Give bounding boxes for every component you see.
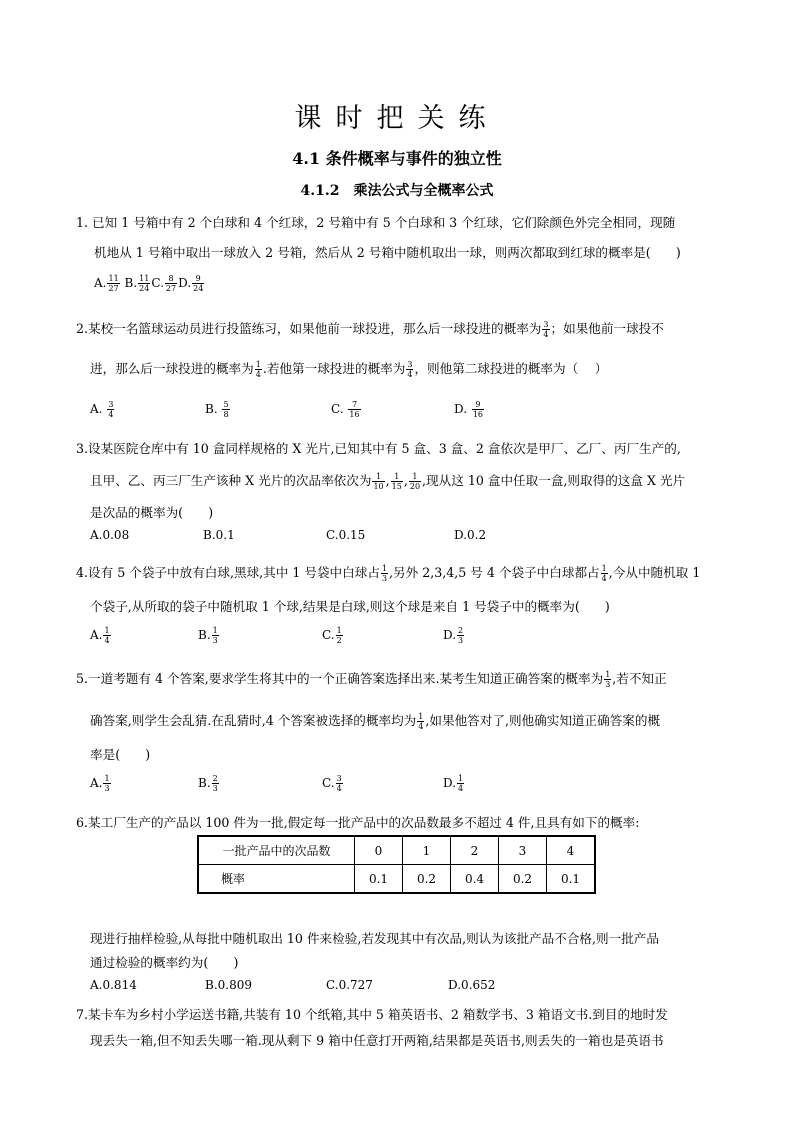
table-cell: 0.1 [547, 865, 596, 894]
q1-line2: 机地从 1 号箱中取出一球放入 2 号箱，然后从 2 号箱中随机取出一球，则两次都取到红球的概率是( ) [94, 245, 681, 260]
q4-line2: 个袋子,从所取的袋子中随机取 1 个球,结果是白球,则这个球是来自 1 号袋子中的概率为( ) [90, 599, 610, 614]
table-cell: 0 [355, 836, 403, 865]
q4-option-a: A. $\frac{1}{4}$ [90, 626, 110, 645]
table-cell: 0.2 [499, 865, 547, 894]
fraction: $\frac{11}{27}$ [108, 274, 119, 293]
q7-line1: 7.某卡车为乡村小学运送书籍,共装有 10 个纸箱,其中 5 箱英语书、2 箱数学书、3 箱语文书.到目的地时发 [76, 1007, 668, 1022]
q5-line1: 5.一道考题有 4 个答案,要求学生将其中的一个正确答案选择出来.某考生知道正确答案的概率为 $\frac{1}{3}$ ,若不知正 [76, 670, 667, 689]
q2-line2: 进，那么后一球投进的概率为 $\frac{1}{4}$ .若他第一球投进的概率为 $\frac{3}{4}$ ，则他第二球投进的概率为（ ） [90, 360, 608, 379]
q5-option-a: A. $\frac{1}{3}$ [90, 774, 110, 793]
fraction: $\frac{3}{4}$ [543, 320, 549, 339]
fraction: $\frac{8}{27}$ [165, 274, 177, 293]
q4-line1: 4.设有 5 个袋子中放有白球,黑球,其中 1 号袋中白球占 $\frac{1}{3}$ ,另外 2,3,4,5 号 4 个袋子中白球都占 $\frac{1}{4}$ ,今从中随机取 1 [76, 564, 701, 583]
subsection-heading: 4.1.2 乘法公式与全概率公式 [300, 183, 494, 199]
page-title: 课时把关练 [294, 103, 500, 134]
q6-line3: 通过检验的概率约为( ) [90, 955, 239, 970]
q5-option-c: C. $\frac{3}{4}$ [322, 774, 342, 793]
q1-option-d: D. [178, 276, 192, 290]
table-row [198, 836, 595, 865]
section-heading: 4.1 条件概率与事件的独立性 [292, 149, 502, 168]
q1-option-b: B. [124, 276, 138, 290]
q6-line1: 6.某工厂生产的产品以 100 件为一批,假定每一批产品中的次品数最多不超过 4 件,且具有如下的概率: [76, 815, 640, 830]
q3-line2: 且甲、乙、丙三厂生产该种 X 光片的次品率依次为 $\frac{1}{10}$ , $\frac{1}{15}$ , $\frac{1}{20}$ ,现从这 10 盒中任取一盒,则取得的这盒 X 光片 [90, 472, 686, 491]
q1-option-c: C. [151, 276, 164, 290]
q4-option-b: B. $\frac{1}{3}$ [198, 626, 218, 645]
q1-line1: 1. 已知 1 号箱中有 2 个白球和 4 个红球，2 号箱中有 5 个白球和 3 个红球，它们除颜色外完全相同，现随 [76, 215, 676, 230]
q2-line1: 2.某校一名篮球运动员进行投篮练习，如果他前一球投进，那么后一球投进的概率为 $\frac{3}{4}$ ；如果他前一球投不 [76, 320, 664, 339]
q2-option-b: B. $\frac{5}{8}$ [205, 400, 229, 419]
q5-option-d: D. $\frac{1}{4}$ [443, 774, 464, 793]
q4-option-c: C. $\frac{1}{2}$ [322, 626, 342, 645]
fraction: $\frac{3}{4}$ [407, 360, 413, 379]
table-header-cell: 一批产品中的次品数 [198, 836, 355, 865]
q5-line2: 确答案,则学生会乱猜.在乱猜时,4 个答案被选择的概率均为 $\frac{1}{4}$ ,如果他答对了,则他确实知道正确答案的概 [90, 712, 661, 731]
q6-option-d: D.0.652 [448, 978, 496, 992]
q6-option-c: C.0.727 [326, 978, 373, 992]
q2-option-d: D. $\frac{9}{16}$ [454, 400, 484, 419]
fraction: $\frac{9}{24}$ [193, 274, 204, 293]
q5-line3: 率是( ) [90, 747, 151, 762]
q3-option-a: A.0.08 [90, 528, 130, 542]
table-cell: 0.2 [403, 865, 451, 894]
table-cell: 0.1 [355, 865, 403, 894]
q2-option-c: C. $\frac{7}{16}$ [331, 400, 360, 419]
fraction: $\frac{1}{4}$ [255, 360, 261, 379]
q3-option-c: C.0.15 [326, 528, 366, 542]
q1-options [94, 274, 205, 293]
q6-line2: 现进行抽样检验,从每批中随机取出 10 件来检验,若发现其中有次品,则认为该批产品不合格,则一批产品 [90, 931, 659, 946]
table-header-cell: 概率 [198, 865, 355, 894]
q6-option-b: B.0.809 [205, 978, 252, 992]
table-cell: 1 [403, 836, 451, 865]
q1-option-a: A. [94, 276, 107, 290]
q3-option-b: B.0.1 [203, 528, 235, 542]
q4-option-d: D. $\frac{2}{3}$ [443, 626, 464, 645]
q3-option-d: D.0.2 [454, 528, 487, 542]
q3-line3: 是次品的概率为( ) [90, 505, 214, 520]
q5-option-b: B. $\frac{2}{3}$ [198, 774, 218, 793]
q2-option-a: A. $\frac{3}{4}$ [90, 400, 114, 419]
table-cell: 0.4 [451, 865, 499, 894]
q7-line2: 现丢失一箱,但不知丢失哪一箱.现从剩下 9 箱中任意打开两箱,结果都是英语书,则丢失的一箱也是英语书 [90, 1033, 664, 1048]
table-cell: 4 [547, 836, 596, 865]
q3-line1: 3.设某医院仓库中有 10 盒同样规格的 X 光片,已知其中有 5 盒、3 盒、2 盒依次是甲厂、乙厂、丙厂生产的, [76, 441, 681, 456]
table-cell: 3 [499, 836, 547, 865]
fraction: $\frac{11}{24}$ [139, 274, 150, 293]
table-row [198, 865, 595, 894]
probability-table [197, 835, 596, 894]
q6-option-a: A.0.814 [90, 978, 137, 992]
table-cell: 2 [451, 836, 499, 865]
